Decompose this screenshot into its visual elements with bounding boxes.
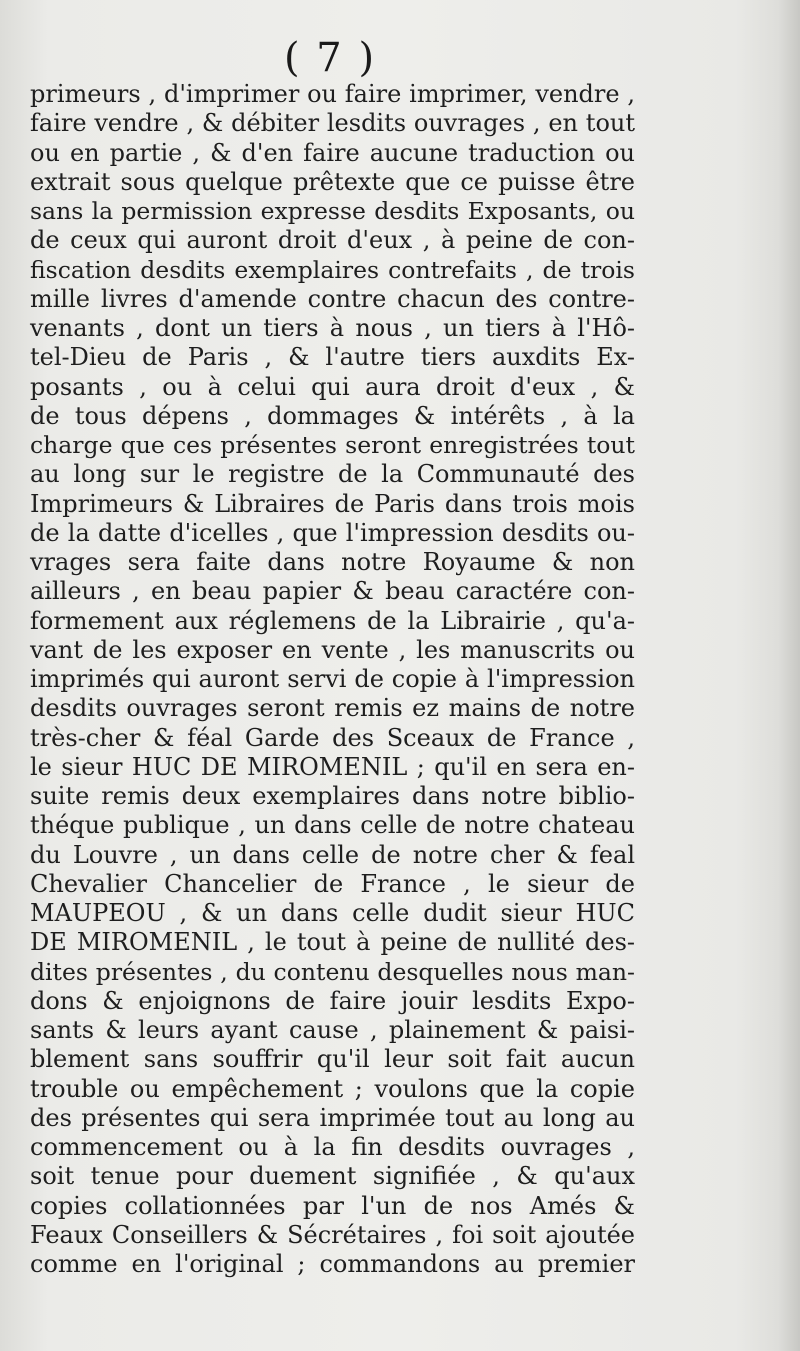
text-line: commencement ou à la fin desdits ouvrages , — [30, 1133, 635, 1161]
text-line: de tous dépens , dommages & intérêts , à la — [30, 401, 635, 430]
text-line: des présentes qui sera imprimée tout au long au — [30, 1103, 635, 1132]
text-line: posants , ou à celui qui aura droit d'eux , & — [30, 372, 635, 401]
page-text-body — [30, 80, 635, 1279]
text-line: DE MIROMENIL , le tout à peine de nullité des- — [30, 928, 635, 957]
text-line: trouble ou empêchement ; voulons que la copie — [30, 1074, 635, 1103]
text-line: au long sur le registre de la Communauté des — [30, 460, 635, 489]
text-line: desdits ouvrages seront remis ez mains de notre — [30, 694, 635, 723]
text-line: comme en l'original ; commandons au premier — [30, 1250, 635, 1278]
text-line: de la datte d'icelles , que l'impression desdits ou- — [30, 518, 635, 547]
text-line: mille livres d'amende contre chacun des contre- — [30, 284, 635, 313]
page-number: ( 7 ) — [283, 35, 377, 81]
text-line: ou en partie , & d'en faire aucune traduction ou — [30, 138, 635, 167]
text-line: vrages sera faite dans notre Royaume & non — [30, 548, 635, 576]
text-line: imprimés qui auront servi de copie à l'impression — [30, 665, 635, 693]
text-line: blement sans souffrir qu'il leur soit fait aucun — [30, 1045, 635, 1074]
text-line: extrait sous quelque prêtexte que ce puisse être — [30, 167, 635, 196]
text-line: de ceux qui auront droit d'eux , à peine de con- — [30, 226, 635, 255]
text-line: Feaux Conseillers & Sécrétaires , foi soit ajoutée — [30, 1220, 635, 1249]
text-line: très-cher & féal Garde des Sceaux de France , — [30, 723, 635, 752]
text-line: vant de les exposer en vente , les manuscrits ou — [30, 635, 635, 664]
text-line: Chevalier Chancelier de France , le sieur de — [30, 869, 635, 898]
text-line: charge que ces présentes seront enregistrées tout — [30, 431, 635, 459]
text-line: sants & leurs ayant cause , plainement & paisi- — [30, 1016, 635, 1044]
text-line: le sieur HUC DE MIROMENIL ; qu'il en sera en- — [30, 752, 635, 781]
text-line: primeurs , d'imprimer ou faire imprimer, vendre , — [30, 80, 635, 108]
text-line: venants , dont un tiers à nous , un tiers à l'Hô- — [30, 314, 635, 342]
text-line: Imprimeurs & Libraires de Paris dans trois mois — [30, 489, 635, 518]
text-line: MAUPEOU , & un dans celle dudit sieur HUC — [30, 899, 635, 927]
text-line: dons & enjoignons de faire jouir lesdits Expo- — [30, 986, 635, 1015]
text-line: dites présentes , du contenu desquelles nous man- — [30, 957, 635, 986]
text-line: soit tenue pour duement signifiée , & qu'aux — [30, 1162, 635, 1191]
text-line: suite remis deux exemplaires dans notre biblio- — [30, 782, 635, 810]
page-edge-shadow — [778, 0, 800, 1351]
text-line: théque publique , un dans celle de notre chateau — [30, 811, 635, 840]
text-line: copies collationnées par l'un de nos Amés & — [30, 1191, 635, 1220]
text-line: ailleurs , en beau papier & beau caractére con- — [30, 577, 635, 606]
text-line: tel-Dieu de Paris , & l'autre tiers auxdits Ex- — [30, 343, 635, 372]
text-line: formement aux réglemens de la Librairie , qu'a- — [30, 606, 635, 635]
text-line: faire vendre , & débiter lesdits ouvrages , en tout — [30, 109, 635, 138]
text-line: fiscation desdits exemplaires contrefaits , de trois — [30, 255, 635, 284]
text-line: du Louvre , un dans celle de notre cher & feal — [30, 840, 635, 869]
text-line: sans la permission expresse desdits Exposants, ou — [30, 197, 635, 225]
